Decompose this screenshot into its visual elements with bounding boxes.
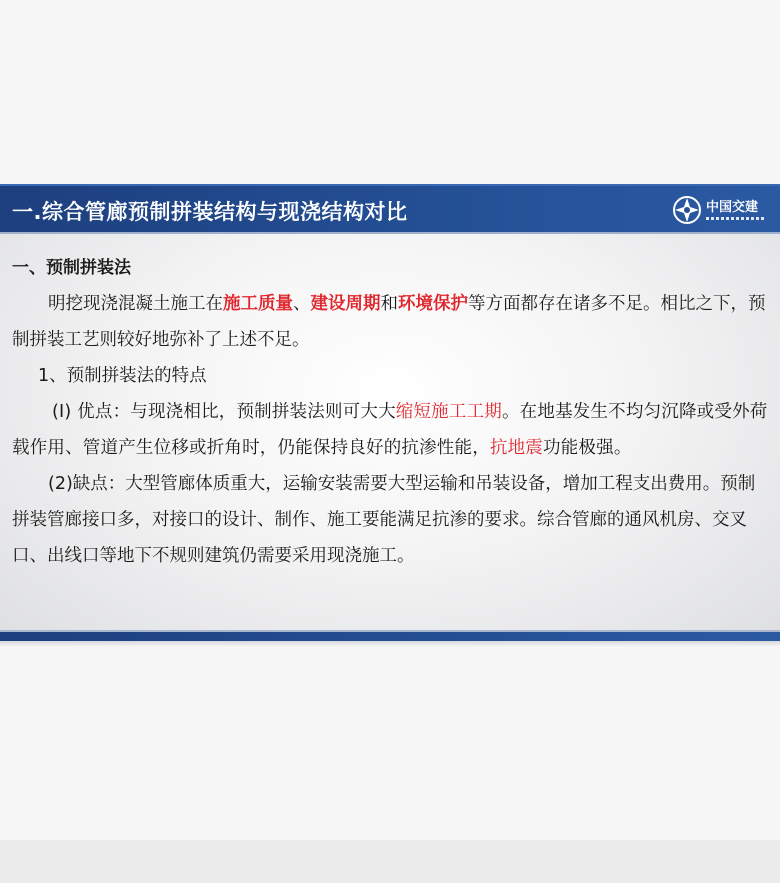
slide <box>0 184 780 641</box>
emphasis-environment: 环境保护 <box>398 294 468 314</box>
intro-text-3: 和 <box>380 294 398 314</box>
company-logo <box>672 194 766 226</box>
sub-heading: 1、预制拼装法的特点 <box>38 366 207 386</box>
logo-subtext-mark <box>706 217 766 220</box>
adv-text-2: 。在地基发生不均匀沉降或受外荷载作用、管道产生位移或折角时，仍能保持良好的抗渗性能， <box>12 402 768 458</box>
disadvantages-paragraph: (2)缺点：大型管廊体质重大，运输安装需要大型运输和吊装设备，增加工程支出费用。预制拼装管廊接口多，对接口的设计、制作、施工要能满足抗渗的要求。综合管廊的通风机房、交叉口、出线口等地下不规则建筑仍需要采用现浇施工。 <box>12 474 756 566</box>
section-heading: 一、预制拼装法 <box>12 258 131 278</box>
adv-text-1: (I) 优点：与现浇相比，预制拼装法则可大大 <box>52 402 396 422</box>
emphasis-quality: 施工质量 <box>223 294 293 314</box>
bottom-bar <box>0 840 780 883</box>
emphasis-period: 建设周期 <box>310 294 381 314</box>
advantages-paragraph <box>12 394 772 466</box>
emphasis-earthquake: 抗地震 <box>489 438 544 458</box>
logo-text: 中国交建 <box>706 199 759 215</box>
slide-footer-band <box>0 630 780 641</box>
slide-header <box>0 184 780 232</box>
intro-paragraph <box>12 286 772 358</box>
intro-text-2: 、 <box>293 294 311 314</box>
intro-text-4: 等方面都存在诸多不足。相比之下，预制拼装工艺则较好地弥补了上述不足。 <box>12 294 766 350</box>
adv-text-3: 功能极强。 <box>543 438 632 458</box>
emphasis-shorten: 缩短施工工期 <box>395 402 502 422</box>
slide-footer-shadow <box>0 641 780 647</box>
slide-title: 一.综合管廊预制拼装结构与现浇结构对比 <box>12 200 408 224</box>
header-divider <box>0 232 780 234</box>
slide-body <box>12 250 772 574</box>
ccccc-logo-icon <box>672 195 702 225</box>
intro-text-1: 明挖现浇混凝土施工在 <box>48 294 223 314</box>
